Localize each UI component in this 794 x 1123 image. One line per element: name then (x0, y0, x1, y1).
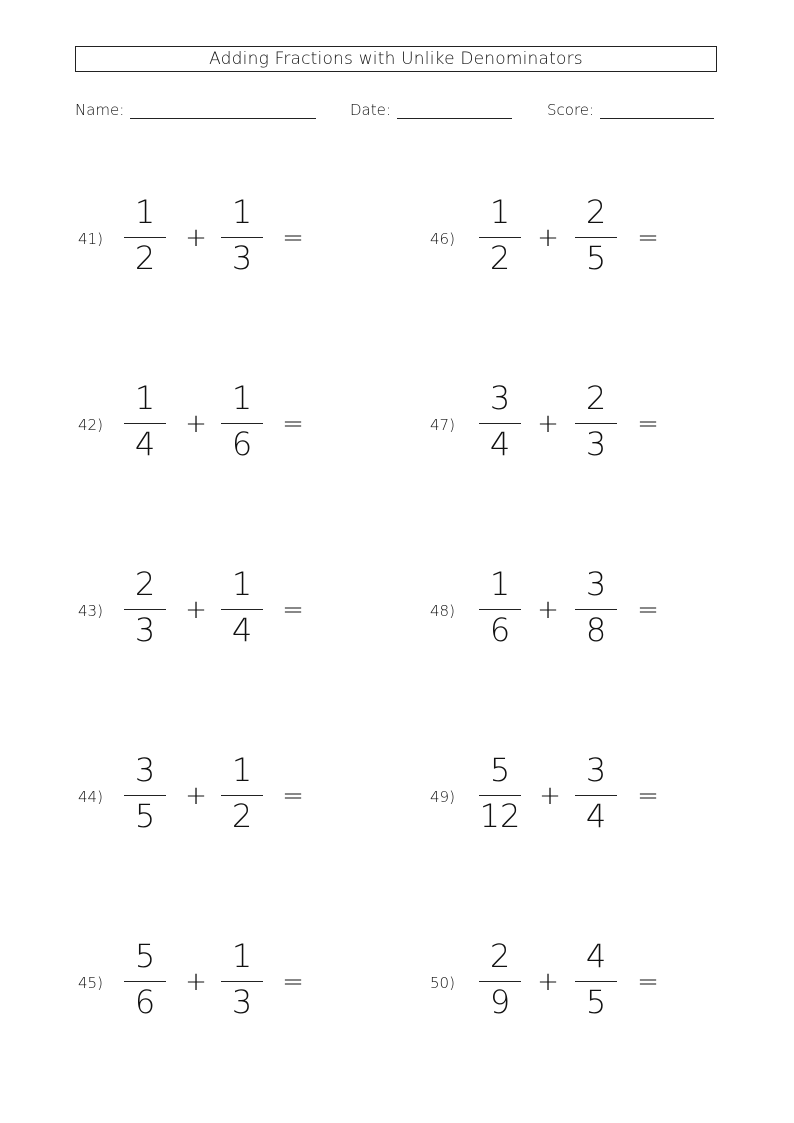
problem-number: 41) (78, 230, 103, 248)
fraction-a (124, 192, 166, 292)
numerator: 3 (489, 379, 511, 417)
problem-number: 44) (78, 788, 103, 806)
student-info-row (75, 101, 719, 125)
plus-sign: + (185, 409, 207, 439)
plus-sign: + (537, 409, 559, 439)
problem (78, 750, 338, 850)
problem-number: 47) (430, 416, 455, 434)
numerator: 1 (134, 379, 156, 417)
fraction-b (221, 750, 263, 850)
denominator: 2 (231, 797, 253, 835)
numerator: 2 (489, 937, 511, 975)
denominator: 6 (134, 983, 156, 1021)
denominator: 6 (231, 425, 253, 463)
numerator: 5 (134, 937, 156, 975)
plus-sign: + (185, 967, 207, 997)
numerator: 1 (489, 565, 511, 603)
plus-sign: + (185, 223, 207, 253)
fraction-b (221, 378, 263, 478)
fraction-b (575, 192, 617, 292)
problem-number: 48) (430, 602, 455, 620)
denominator: 4 (585, 797, 607, 835)
numerator: 1 (231, 751, 253, 789)
problem (78, 564, 338, 664)
equals-sign: = (282, 781, 304, 811)
denominator: 8 (585, 611, 607, 649)
equals-sign: = (637, 409, 659, 439)
equals-sign: = (637, 967, 659, 997)
worksheet-title (75, 46, 717, 72)
fraction-a (479, 564, 521, 664)
denominator: 3 (231, 239, 253, 277)
equals-sign: = (282, 409, 304, 439)
denominator: 5 (134, 797, 156, 835)
equals-sign: = (282, 595, 304, 625)
fraction-a (124, 750, 166, 850)
denominator: 2 (134, 239, 156, 277)
numerator: 1 (231, 937, 253, 975)
denominator: 12 (479, 797, 521, 835)
numerator: 1 (231, 193, 253, 231)
plus-sign: + (185, 781, 207, 811)
problem-number: 43) (78, 602, 103, 620)
numerator: 1 (231, 379, 253, 417)
problem-number: 49) (430, 788, 455, 806)
date-label: Date: (350, 101, 391, 119)
denominator: 3 (585, 425, 607, 463)
equals-sign: = (282, 223, 304, 253)
equals-sign: = (637, 781, 659, 811)
problem (78, 378, 338, 478)
fraction-a (479, 378, 521, 478)
denominator: 4 (489, 425, 511, 463)
numerator: 5 (489, 751, 511, 789)
problem (78, 936, 338, 1036)
fraction-b (221, 936, 263, 1036)
fraction-a (479, 192, 521, 292)
problem-number: 46) (430, 230, 455, 248)
numerator: 2 (134, 565, 156, 603)
numerator: 4 (585, 937, 607, 975)
plus-sign: + (537, 595, 559, 625)
denominator: 4 (231, 611, 253, 649)
denominator: 3 (231, 983, 253, 1021)
fraction-a (479, 936, 521, 1036)
problem-number: 50) (430, 974, 455, 992)
problem (430, 564, 690, 664)
fraction-b (221, 192, 263, 292)
name-line[interactable] (130, 102, 316, 119)
numerator: 3 (585, 565, 607, 603)
denominator: 2 (489, 239, 511, 277)
plus-sign: + (539, 781, 561, 811)
plus-sign: + (537, 223, 559, 253)
score-field[interactable] (547, 101, 714, 119)
problem (430, 750, 690, 850)
problem-number: 45) (78, 974, 103, 992)
fraction-a (124, 378, 166, 478)
denominator: 5 (585, 239, 607, 277)
worksheet-title-text: Adding Fractions with Unlike Denominators (209, 49, 583, 69)
score-line[interactable] (600, 102, 714, 119)
numerator: 1 (231, 565, 253, 603)
problem-number: 42) (78, 416, 103, 434)
problem (430, 192, 690, 292)
denominator: 5 (585, 983, 607, 1021)
fraction-b (221, 564, 263, 664)
fraction-a (124, 564, 166, 664)
denominator: 9 (489, 983, 511, 1021)
date-field[interactable] (350, 101, 512, 119)
denominator: 3 (134, 611, 156, 649)
fraction-b (575, 378, 617, 478)
fraction-a (124, 936, 166, 1036)
equals-sign: = (282, 967, 304, 997)
problem (78, 192, 338, 292)
numerator: 1 (489, 193, 511, 231)
name-field[interactable] (75, 101, 316, 119)
numerator: 2 (585, 193, 607, 231)
plus-sign: + (185, 595, 207, 625)
score-label: Score: (547, 101, 595, 119)
fraction-b (575, 936, 617, 1036)
denominator: 6 (489, 611, 511, 649)
fraction-a (479, 750, 521, 850)
date-line[interactable] (397, 102, 512, 119)
denominator: 4 (134, 425, 156, 463)
equals-sign: = (637, 595, 659, 625)
numerator: 3 (134, 751, 156, 789)
fraction-b (575, 750, 617, 850)
problem (430, 936, 690, 1036)
fraction-b (575, 564, 617, 664)
plus-sign: + (537, 967, 559, 997)
problem (430, 378, 690, 478)
equals-sign: = (637, 223, 659, 253)
numerator: 3 (585, 751, 607, 789)
numerator: 1 (134, 193, 156, 231)
numerator: 2 (585, 379, 607, 417)
name-label: Name: (75, 101, 125, 119)
